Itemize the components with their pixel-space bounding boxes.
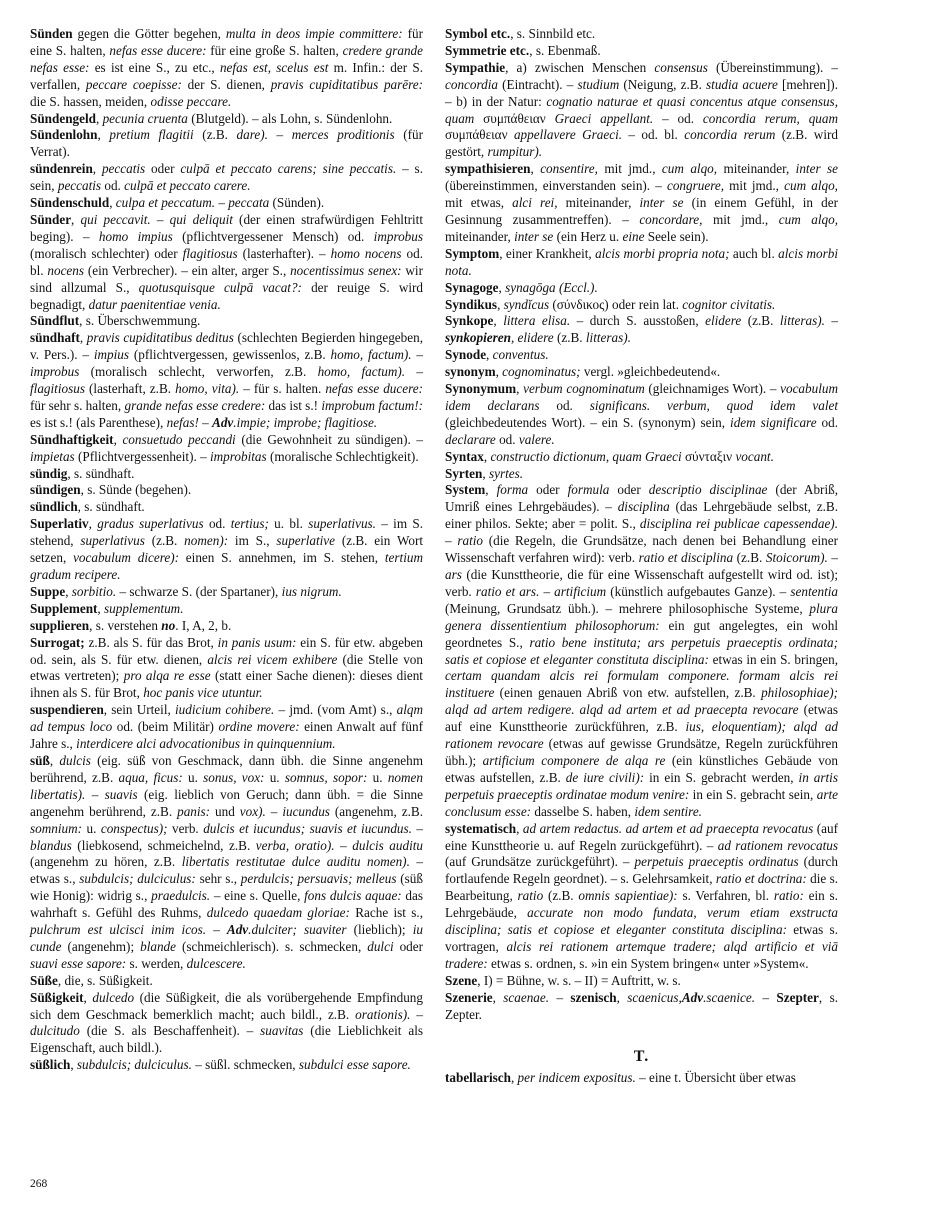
dictionary-entry: Syrten, syrtes.: [445, 465, 524, 481]
dictionary-entry: Syntax, constructio dictionum, quam Graeci σύνταξιν vocant.: [445, 448, 774, 464]
dictionary-entry: Superlativ, gradus superlativus od. tertius; u. bl. superlativus. – im S. stehend, superlativus (z.B. nomen): im S., superlative (z.B. ein Wort setzen, vocabulum dicere): einen S. annehmen, im S. stehen, tertium gradum recipere.: [30, 516, 424, 582]
dictionary-entry: Synagoge, synagōga (Eccl.).: [445, 279, 598, 295]
dictionary-entry: Synonymum, verbum cognominatum (gleichnamiges Wort). – vocabulum idem declarans od. significans. verbum, quod idem valet (gleichbedeutendes Wort). – ein S. (synonym) sein, idem significare od. declarare od. valere.: [445, 381, 839, 447]
dictionary-entry: Szenerie, scaenae. – szenisch, scaenicus,Adv.scaenice. – Szepter, s. Zepter.: [445, 989, 838, 1022]
dictionary-entry: Süße, die, s. Süßigkeit.: [30, 972, 153, 988]
dictionary-entry: System, forma oder formula oder descriptio disciplinae (der Abriß, Umriß eines Lehrgebäudes). – disciplina (das Lehrgebäude selbst, z.B. einer philos. Sekte; aber = polit. S., disciplina rei publicae capessendae). – ratio (die Regeln, die Grundsätze, nach denen bei Behandlung einer Wissenschaft verfahren wird): verb. ratio et disciplina (z.B. Stoicorum). – ars (die Kunsttheorie, die für eine Wissenschaft aufgestellt wird od. ist); verb. ratio et ars. – artificium (künstlich aufgebautes Ganze). – sententia (Meinung, Grundsatz übh.). – mehrere philosophische Systeme, plura genera dissentientium philosophorum: ein gut angelegtes, ein wohl geordnetes S., ratio bene instituta; ars perpetuis praeceptis ordinata; satis et copiose et eleganter constituta disciplina: etwas in ein S. bringen, certam quandam alcis rei formulam componere. formam alcis rei instituere (einen genauen Abriß von etw. aufstellen, z.B. philosophiae); alqd ad artem redigere. alqd ad artem et ad praecepta revocare (etwas auf eine Kunsttheorie zurückführen, z.B. ius, eloquentiam); alqd ad rationem revocare (etwas auf gewisse Grundsätze, Regeln zurückführen übh.); artificium componere de alqa re (ein künstliches Gebäude von etwas aufstellen, z.B. de iure civili): in ein S. gebracht werden, in artis perpetuis praeceptis ordinatae modum venire: in ein S. gebracht sein, arte conclusum esse: dasselbe S. haben, idem sentire.: [445, 482, 839, 819]
dictionary-entry: tabellarisch, per indicem expositus. – eine t. Übersicht über etwas: [445, 1070, 796, 1086]
dictionary-entry: Symmetrie etc., s. Ebenmaß.: [445, 42, 601, 58]
dictionary-entry: systematisch, ad artem redactus. ad artem et ad praecepta revocatus (auf eine Kunsttheorie u. auf Regeln zurückgeführt). – ad rationem revocatus (auf Grundsätze zurückgeführt). – perpetuis praeceptis ordinatus (durch fortlaufende Regeln geordnet). – s. Gelehrsamkeit, ratio et doctrina: die s. Bearbeitung, ratio (z.B. omnis sapientiae): s. Verfahren, bl. ratio: ein s. Lehrgebäude, accurate non modo fundata, verum etiam exstructa disciplina; satis et copiose et eleganter constituta disciplina: etwas s. vortragen, alcis rei rationem artemque tradere; alqd artificio et viā tradere: etwas s. ordnen, s. »in ein System bringen« unter »System«.: [445, 820, 839, 971]
dictionary-entry: Suppe, sorbitio. – schwarze S. (der Spartaner), ius nigrum.: [30, 583, 342, 599]
dictionary-entry: suspendieren, sein Urteil, iudicium cohibere. – jmd. (vom Amt) s., alqm ad tempus loco od. (beim Militär) ordine movere: einen Anwalt auf fünf Jahre s., interdicere alci advocationibus in quinquennium.: [30, 702, 423, 752]
dictionary-entry: sympathisieren, consentire, mit jmd., cum alqo, miteinander, inter se (übereinstimmen, einverstanden sein). – congruere, mit jmd., cum alqo, mit etwas, alci rei, miteinander, inter se (in einem Gefühl, in der Gesinnung zusammentreffen). – concordare, mit jmd., cum alqo, miteinander, inter se (ein Herz u. eine Seele sein).: [445, 161, 838, 244]
dictionary-entry: Sündenschuld, culpa et peccatum. – peccata (Sünden).: [30, 195, 325, 211]
dictionary-entry: Supplement, supplementum.: [30, 600, 184, 616]
dictionary-entry: Sündflut, s. Überschwemmung.: [30, 313, 201, 329]
dictionary-entry: Syndikus, syndĭcus (σύνδικος) oder rein lat. cognitor civitatis.: [445, 296, 776, 312]
dictionary-entry: Sündhaftigkeit, consuetudo peccandi (die Gewohnheit zu sündigen). – impietas (Pflichtvergessenheit). – improbitas (moralische Schlechtigkeit).: [30, 431, 423, 464]
dictionary-entry: sündig, s. sündhaft.: [30, 465, 135, 481]
left-column: [30, 26, 423, 1074]
section-entries: [445, 1070, 838, 1087]
dictionary-entry: sündlich, s. sündhaft.: [30, 499, 145, 515]
right-entries: [445, 26, 838, 1023]
dictionary-entry: Sündenlohn, pretium flagitii (z.B. dare). – merces proditionis (für Verrat).: [30, 127, 423, 160]
dictionary-entry: Sünden gegen die Götter begehen, multa in deos impie committere: für eine S. halten, nefas esse ducere: für eine große S. halten, credere grande nefas esse: es ist eine S., zu etc., nefas est, scelus est m. Infin.: der S. verfallen, peccare coepisse: der S. dienen, pravis cupiditatibus parēre: die S. hassen, meiden, odisse peccare.: [30, 26, 424, 109]
dictionary-entry: Symbol etc., s. Sinnbild etc.: [445, 26, 596, 41]
dictionary-entry: Süßigkeit, dulcedo (die Süßigkeit, die als vorübergehende Empfindung sich dem Geschmack bemerklich macht; auch bildl., z.B. orationis). – dulcitudo (die S. als Beschaffenheit). – suavitas (die Lieblichkeit als Eigenschaft, auch bildl.).: [30, 989, 423, 1056]
section-letter-heading: T.: [633, 1048, 650, 1066]
dictionary-entry: Szene, I) = Bühne, w. s. – II) = Auftritt, w. s.: [445, 972, 681, 988]
dictionary-entry: Sündengeld, pecunia cruenta (Blutgeld). – als Lohn, s. Sündenlohn.: [30, 110, 393, 126]
dictionary-entry: süßlich, subdulcis; dulciculus. – süßl. schmecken, subdulci esse sapore.: [30, 1057, 411, 1073]
dictionary-entry: süß, dulcis (eig. süß von Geschmack, dann übh. die Sinne angenehm berührend, z.B. aqua, ficus: u. sonus, vox: u. somnus, sopor: u. nomen libertatis). – suavis (eig. lieblich von Geruch; dann übh. = die Sinne angenehm berührend, z.B. panis: und vox). – iucundus (angenehm, z.B. somnium: u. conspectus); verb. dulcis et iucundus; suavis et iucundus. – blandus (liebkosend, schmeichelnd, z.B. verba, oratio). – dulcis auditu (angenehm zu hören, z.B. libertatis restitutae dulce auditu nomen). – etwas s., subdulcis; dulciculus: sehr s., perdulcis; persuavis; melleus (süß wie Honig): widrig s., praedulcis. – eine s. Quelle, fons dulcis aquae: das wahrhaft s. Gefühl des Ruhms, dulcedo quaedam gloriae: Rache ist s., pulchrum est ulcisci inim icos. – Adv.dulciter; suaviter (lieblich); iu cunde (angenehm); blande (schmeichlerisch). s. schmecken, dulci oder suavi esse sapore: s. werden, dulcescere.: [30, 752, 424, 971]
right-column: [445, 26, 838, 1087]
page-number: 268: [30, 1178, 48, 1190]
dictionary-entry: Sympathie, a) zwischen Menschen consensus (Übereinstimmung). – concordia (Eintracht). – studium (Neigung, z.B. studia acuere [mehren]). – b) in der Natur: cognatio naturae et quasi concentus atque consensus, quam συμπάθειαν Graeci appellant. – od. concordia rerum, quam συμπάθειαν appellavere Graeci. – od. bl. concordia rerum (z.B. wird gestört, rumpitur).: [445, 59, 838, 160]
dictionary-entry: sündhaft, pravis cupiditatibus deditus (schlechten Begierden hingegeben, v. Pers.). – impius (pflichtvergessen, gewissenlos, z.B. homo, factum). – improbus (moralisch schlecht, verworfen, z.B. homo, factum). – flagitiosus (lasterhaft, z.B. homo, vita). – für s. halten. nefas esse ducere: für sehr s. halten, grande nefas esse credere: das ist s.! improbum factum!: es ist s.! (als Parenthese), nefas! – Adv.impie; improbe; flagitiose.: [30, 330, 424, 430]
dictionary-entry: sündigen, s. Sünde (begehen).: [30, 482, 192, 498]
dictionary-entry: Sünder, qui peccavit. – qui deliquit (der einen strafwürdigen Fehltritt beging). – homo impius (pflichtvergessener Mensch) od. improbus (moralisch schlechter) oder flagitiosus (lasterhafter). – homo nocens od. bl. nocens (ein Verbrecher). – ein alter, arger S., nocentissimus senex: wir sind allzumal S., quotusquisque culpā vacat?: der reuige S. wird begnadigt, datur paenitentiae venia.: [30, 211, 424, 312]
dictionary-entry: Synode, conventus.: [445, 347, 549, 363]
dictionary-entry: Surrogat; z.B. als S. für das Brot, in panis usum: ein S. für etw. abgeben od. sein, als S. für etw. dienen, alcis rei vicem exhibere (die Stelle von etwas vertreten); pro alqa re esse (statt einer Sache dienen): dieses dient ihnen als S. für Brot, hoc panis vice utuntur.: [30, 634, 423, 701]
dictionary-entry: synonym, cognominatus; vergl. »gleichbedeutend«.: [445, 364, 721, 380]
dictionary-entry: sündenrein, peccatis oder culpā et peccato carens; sine peccatis. – s. sein, peccatis od. culpā et peccato carere.: [30, 161, 423, 194]
dictionary-entry: Synkope, littera elisa. – durch S. ausstoßen, elidere (z.B. litteras). – synkopieren, elidere (z.B. litteras).: [445, 313, 839, 346]
dictionary-entry: Symptom, einer Krankheit, alcis morbi propria nota; auch bl. alcis morbi nota.: [445, 245, 838, 278]
dictionary-entry: supplieren, s. verstehen no. I, A, 2, b.: [30, 617, 232, 633]
